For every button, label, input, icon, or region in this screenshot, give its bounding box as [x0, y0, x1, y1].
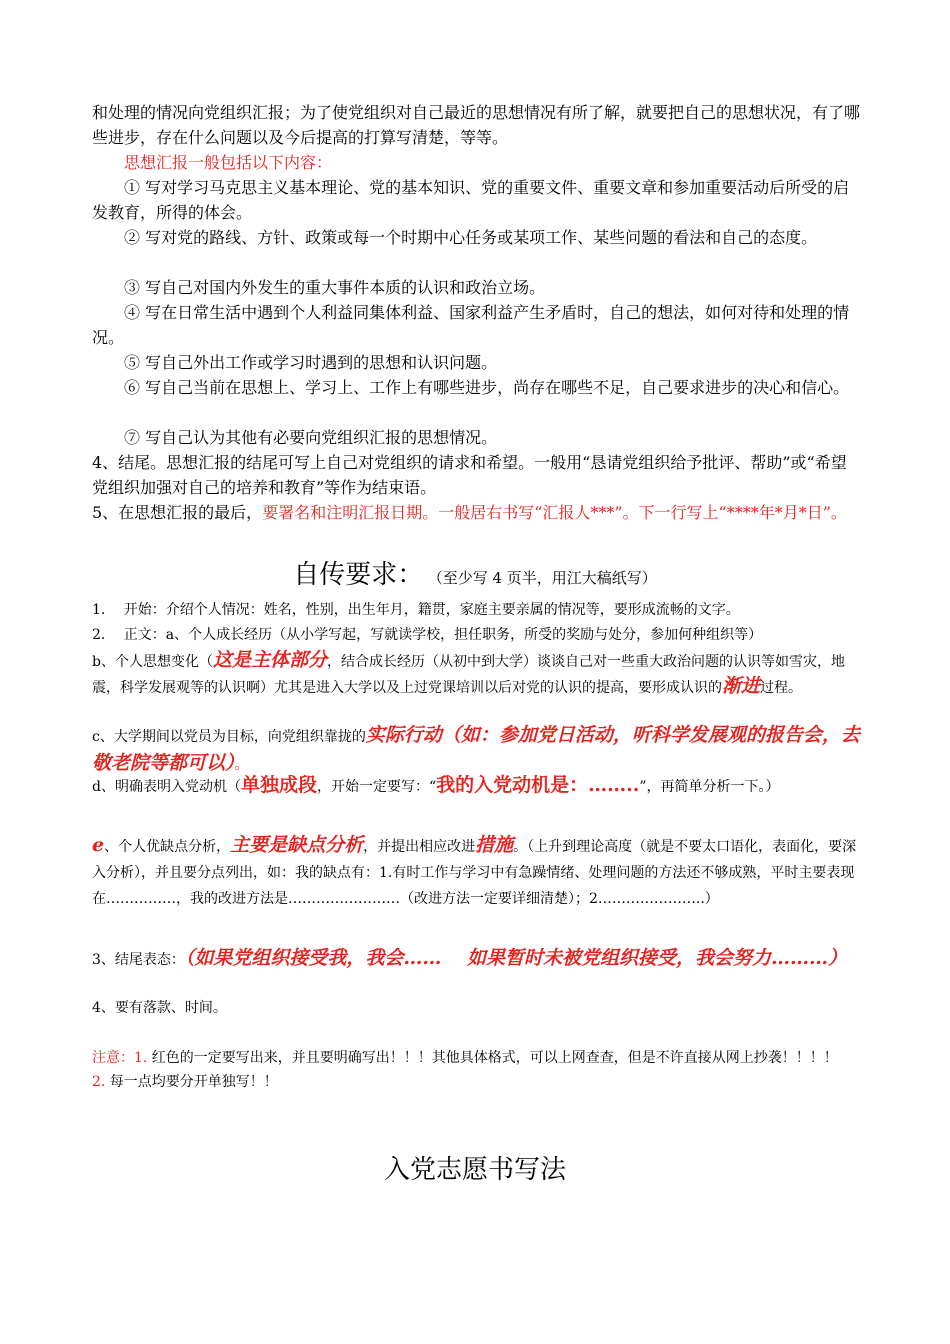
- e-c: 。（上升到理论高度（就是不要太口语化，表面化，要深入分析），并且要分点列出，如：我的缺点有：1.有时工作与学习中有急躁情绪、处理问题的方法还不够成熟，平时主要表现在……………，我的改进方法是……………………（改进方法一定要详细清楚）；2…………………..）: [92, 839, 857, 907]
- signature-text: 5、在思想汇报的最后，: [92, 503, 263, 522]
- d-end: ”，再简单分析一下。）: [639, 779, 780, 795]
- e-b: ，并提出相应改进: [363, 839, 476, 855]
- e-a: 、个人优缺点分析，: [104, 839, 231, 855]
- autobio-item-c: [92, 722, 862, 778]
- item3-prefix: 3、结尾表态：: [92, 952, 185, 968]
- notice-line-2: 每一点均要分开单独写！！: [105, 1074, 278, 1090]
- notice-label: 注意：1.: [92, 1050, 148, 1066]
- b-red: 这是主体部分: [212, 649, 327, 671]
- autobio-item-d: [92, 772, 862, 800]
- e-red2: 主要是缺点分析: [230, 834, 364, 856]
- d-prefix: d、明确表明入党动机（: [92, 779, 241, 795]
- list-item: ④ 写在日常生活中遇到个人利益同集体利益、国家利益产生矛盾时，自己的想法，如何对待和处理的情况。: [92, 303, 850, 347]
- b-prefix: b、个人思想变化（: [92, 654, 213, 670]
- list-item: ⑤ 写自己外出工作或学习时遇到的思想和认识问题。: [124, 353, 498, 372]
- signature-red-text: 要署名和注明汇报日期。一般居右书写“汇报人***”。下一行写上“****年*月*日”。: [262, 503, 847, 522]
- item3-red: （如果党组织接受我，我会…… 如果暂时未被党组织接受，我会努力………）: [184, 947, 848, 969]
- c-end: 。: [234, 757, 249, 773]
- autobio-note: （至少写 4 页半，用江大稿纸写）: [435, 569, 657, 587]
- e-red3: 措施: [475, 834, 514, 856]
- c-red: 实际行动（如：参加党日活动，听科学发展观的报告会，去敬老院等都可以）: [92, 724, 860, 774]
- autobio-item-3: [92, 944, 862, 974]
- autobio-item-1: 1. 开始：介绍个人情况：姓名，性别，出生年月，籍贯，家庭主要亲属的情况等，要形成流畅的文字。: [92, 602, 740, 618]
- list-item: ③ 写自己对国内外发生的重大事件本质的认识和政治立场。: [124, 278, 546, 297]
- b-red2: 渐进: [722, 675, 761, 697]
- d-red2: 我的入党动机是：……..: [436, 774, 640, 796]
- autobio-item-e: [92, 832, 862, 912]
- contents-heading: 思想汇报一般包括以下内容：: [124, 153, 333, 172]
- b-mid: ，结合成长经历（从初中到大学）谈谈自己对一些重大政治问题的认识等如雪灾，地震，科学发展观等的认识啊）尤其是进入大学以及上过党课培训以后对党的认识的提高，要形成认识的: [92, 654, 845, 696]
- autobio-title: 自传要求：: [293, 560, 424, 590]
- d-mid: ，开始一定要写：“: [316, 779, 437, 795]
- d-red: 单独成段: [240, 774, 317, 796]
- list-item: ⑦ 写自己认为其他有必要向党组织汇报的思想情况。: [124, 428, 498, 447]
- c-prefix: c、大学期间以党员为目标，向党组织靠拢的: [92, 729, 366, 745]
- notice-label-2: 2.: [92, 1074, 106, 1090]
- autobio-heading: [0, 558, 950, 595]
- autobio-item-4: 4、要有落款、时间。: [92, 1000, 227, 1016]
- intro-paragraph: 和处理的情况向党组织汇报；为了使党组织对自己最近的思想情况有所了解，就要把自己的思想状况，有了哪些进步，存在什么问题以及今后提高的打算写清楚，等等。: [92, 103, 861, 147]
- b-end: 过程。: [760, 680, 803, 696]
- paragraph-signature: [92, 500, 862, 525]
- section-title: 入党志愿书写法: [383, 1155, 566, 1185]
- paragraph-ending: 4、结尾。思想汇报的结尾可写上自己对党组织的请求和希望。一般用“恳请党组织给予批评、帮助”或“希望党组织加强对自己的培养和教育”等作为结束语。: [92, 453, 847, 497]
- notice-line-1: 红色的一定要写出来，并且要明确写出！！！其他具体格式，可以上网查查，但是不许直接从网上抄袭！！！！: [147, 1050, 838, 1066]
- autobio-item-2: 2. 正文：a、个人成长经历（从小学写起，写就读学校，担任职务，所受的奖励与处分，参加何种组织等）: [92, 627, 763, 643]
- e-red: e: [92, 834, 105, 856]
- autobio-item-b: [92, 648, 862, 700]
- list-item: ① 写对学习马克思主义基本理论、党的基本知识、党的重要文件、重要文章和参加重要活动后所受的启发教育，所得的体会。: [92, 178, 850, 222]
- notice-block: [92, 1046, 862, 1094]
- list-item: ⑥ 写自己当前在思想上、学习上、工作上有哪些进步，尚存在哪些不足，自己要求进步的决心和信心。: [124, 378, 850, 397]
- list-item: ② 写对党的路线、方针、政策或每一个时期中心任务或某项工作、某些问题的看法和自己的态度。: [124, 228, 818, 247]
